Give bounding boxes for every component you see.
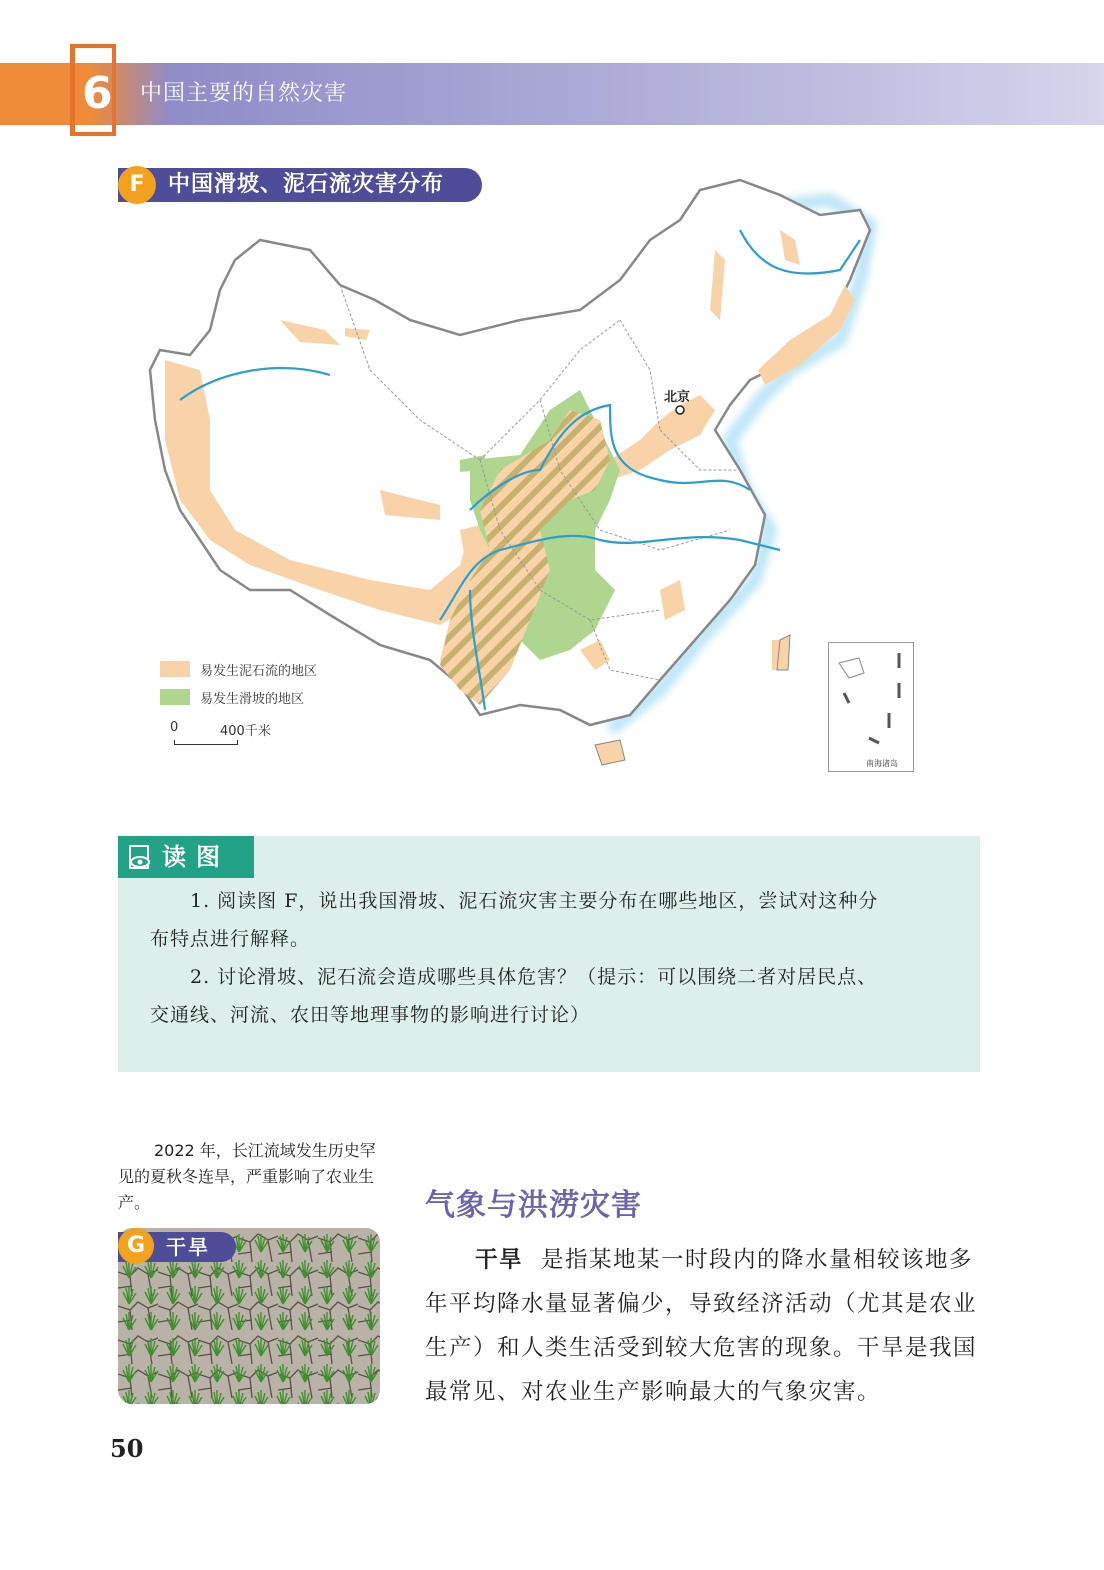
section-body xyxy=(425,1238,985,1414)
scale-distance: 400千米 xyxy=(220,724,271,739)
legend-swatch-debris-flow xyxy=(160,661,190,677)
inset-islands xyxy=(829,643,913,771)
legend-label-landslide: 易发生滑坡的地区 xyxy=(200,691,305,707)
reading-q2-line2: 交通线、河流、农田等地理事物的影响进行讨论） xyxy=(150,1004,591,1026)
map-scale xyxy=(170,720,290,750)
beijing-marker xyxy=(676,406,684,414)
inset-label: 南海诸岛 xyxy=(866,759,898,768)
legend-item-landslide xyxy=(160,683,317,711)
section-title: 气象与洪涝灾害 xyxy=(425,1188,642,1223)
figure-f-letter: F xyxy=(118,166,156,204)
term-drought: 干旱 xyxy=(475,1247,524,1273)
eye-book-icon xyxy=(128,844,152,870)
reading-q1-line2: 布特点进行解释。 xyxy=(150,928,311,950)
chapter-number: 6 xyxy=(82,68,113,119)
legend-swatch-landslide xyxy=(160,689,190,705)
section-body-text: 是指某地某一时段内的降水量相较该地多年平均降水量显著偏少，导致经济活动（尤其是农业生产）和人类生活受到较大危害的现象。干旱是我国最常见、对农业生产影响最大的气象灾害。 xyxy=(425,1247,978,1405)
figure-g-title: 干旱 xyxy=(118,1232,236,1262)
page-number: 50 xyxy=(110,1434,144,1463)
figure-g-letter: G xyxy=(118,1228,154,1264)
scale-bar xyxy=(174,740,238,745)
scale-zero: 0 xyxy=(170,720,179,735)
map-legend xyxy=(160,655,317,711)
reading-q2-line1: 2. 讨论滑坡、泥石流会造成哪些具体危害？（提示：可以围绕二者对居民点、 xyxy=(190,966,878,988)
beijing-label: 北京 xyxy=(664,390,691,405)
legend-label-debris-flow: 易发生泥石流的地区 xyxy=(200,663,318,679)
figure-g-caption: 2022 年，长江流域发生历史罕见的夏秋冬连旱，严重影响了农业生产。 xyxy=(118,1141,376,1212)
figure-f-title: 中国滑坡、泥石流灾害分布 xyxy=(118,168,482,202)
reading-heading: 读图 xyxy=(162,843,230,871)
chapter-title: 中国主要的自然灾害 xyxy=(140,81,348,106)
legend-item-debris-flow xyxy=(160,655,317,683)
south-china-sea-inset xyxy=(828,642,914,772)
hainan xyxy=(595,740,625,765)
reading-q1-line1: 1. 阅读图 F，说出我国滑坡、泥石流灾害主要分布在哪些地区，尝试对这种分 xyxy=(190,890,879,912)
reading-tab xyxy=(118,836,254,878)
